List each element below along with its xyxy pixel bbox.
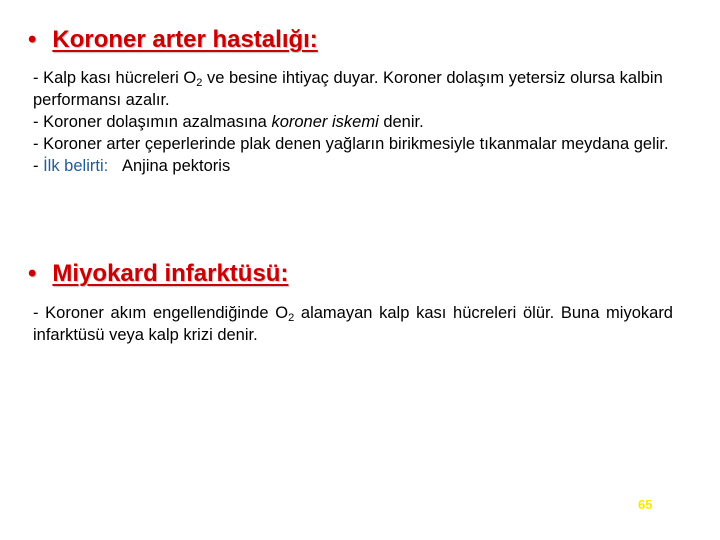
heading-text: Miyokard infarktüsü: [52,260,289,287]
first-symptom-label: İlk belirti: [43,157,109,175]
heading-miyokard-infarktusu [28,260,288,288]
paragraph-1: - Kalp kası hücreleri $O_2$ ve besine ihtiyaç duyar. Koroner dolaşım yetersiz olursa kalbin performansı azalır. [33,69,663,109]
paragraph-1: - Koroner akım engellendiğinde $O_2$ alamayan kalp kası hücreleri ölür. Buna miyokard infarktüsü veya kalp krizi denir. [33,304,673,344]
section1-body [33,67,673,177]
page-number: 65 [638,497,653,512]
paragraph-4: - İlk belirti: Anjina pektoris [33,157,231,175]
heading-koroner-arter [28,26,318,54]
first-symptom-value: Anjina pektoris [121,157,231,175]
italic-term: koroner iskemi [271,113,379,131]
paragraph-2: - Koroner dolaşımın azalmasına koroner iskemi denir. [33,113,424,131]
paragraph-3: - Koroner arter çeperlerinde plak denen yağların birikmesiyle tıkanmalar meydana gelir. [33,135,669,153]
bullet-icon: • [28,26,37,53]
section2-body [33,302,673,346]
bullet-icon: • [28,260,37,287]
heading-text: Koroner arter hastalığı: [52,26,318,53]
